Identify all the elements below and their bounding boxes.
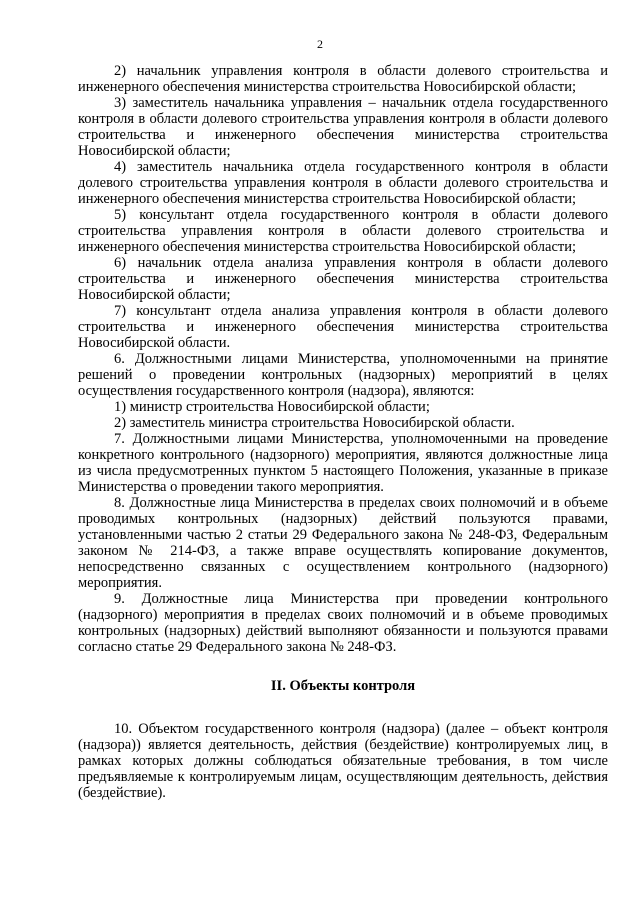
paragraph: 6. Должностными лицами Министерства, уполномоченными на принятие решений о проведении контрольных (надзорных) мероприятий в целях осуществления государственного контроля (надзора), являются: <box>78 351 608 399</box>
paragraph: 6) начальник отдела анализа управления контроля в области долевого строительства и инженерного обеспечения министерства строительства Новосибирской области; <box>78 255 608 303</box>
paragraph: 7. Должностными лицами Министерства, уполномоченными на проведение конкретного контрольного (надзорного) мероприятия, являются должностные лица из числа предусмотренных пунктом 5 настоящего Положения, указанные в приказе Министерства о проведении такого мероприятия. <box>78 431 608 495</box>
paragraph: 10. Объектом государственного контроля (надзора) (далее – объект контроля (надзора)) является деятельность, действия (бездействие) контролируемых лиц, в рамках которых должны соблюдаться обязательные требования, в том числе предъявляемые к контролируемым лицам, осуществляющим деятельность, действия (бездействие). <box>78 721 608 801</box>
paragraph: 8. Должностные лица Министерства в пределах своих полномочий и в объеме проводимых контрольных (надзорных) действий пользуются правами, установленными частью 2 статьи 29 Федерального закона № 248-ФЗ, Федеральным законом № 214-ФЗ, а также вправе осуществлять копирование документов, непосредственно связанных с осуществлением контрольного (надзорного) мероприятия. <box>78 495 608 591</box>
paragraph: 1) министр строительства Новосибирской области; <box>114 399 430 415</box>
section-title: II. Объекты контроля <box>270 678 416 694</box>
paragraph: 4) заместитель начальника отдела государственного контроля в области долевого строительства управления контроля в области долевого строительства и инженерного обеспечения министерства строительства Новосибирской области; <box>78 159 608 207</box>
paragraph: 7) консультант отдела анализа управления контроля в области долевого строительства и инженерного обеспечения министерства строительства Новосибирской области. <box>78 303 608 351</box>
paragraph: 9. Должностные лица Министерства при проведении контрольного (надзорного) мероприятия в пределах своих полномочий и в объеме проводимых контрольных (надзорных) действий выполняют обязанности и пользуются правами согласно статье 29 Федерального закона № 248-ФЗ. <box>78 591 608 655</box>
paragraph: 2) заместитель министра строительства Новосибирской области. <box>114 415 515 431</box>
paragraph: 5) консультант отдела государственного контроля в области долевого строительства управления контроля в области долевого строительства и инженерного обеспечения министерства строительства Новосибирской области; <box>78 207 608 255</box>
paragraph: 3) заместитель начальника управления – начальник отдела государственного контроля в области долевого строительства управления контроля в области долевого строительства и инженерного обеспечения министерства строительства Новосибирской области; <box>78 95 608 159</box>
paragraph: 2) начальник управления контроля в области долевого строительства и инженерного обеспечения министерства строительства Новосибирской области; <box>78 63 608 95</box>
document-body <box>78 63 608 801</box>
page-number: 2 <box>317 37 323 51</box>
